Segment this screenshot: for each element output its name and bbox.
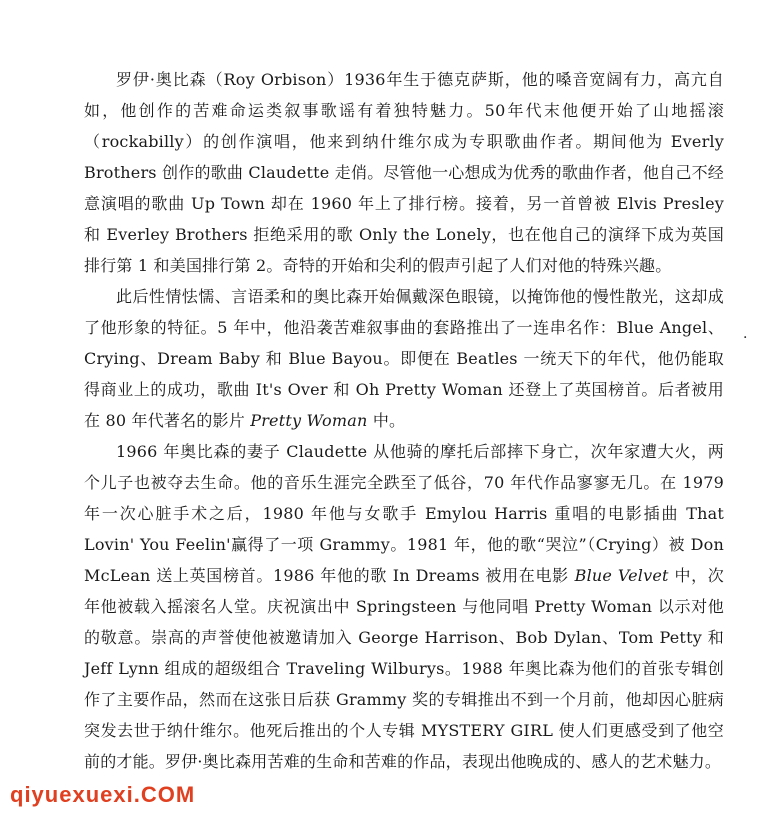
paragraph-2-text-b: 中。 <box>372 411 406 430</box>
paragraph-3-text-a: 1966 年奥比森的妻子 Claudette 从他骑的摩托后部摔下身亡，次年家遭大火，两个儿子也被夺去生命。他的音乐生涯完全跌至了低谷，70 年代作品寥寥无几。在 1979 年一次心脏手术之后，1980 年他与女歌手 Emylou Harris 重唱的电影插曲 That Lovin' You Feelin'赢得了一项 Grammy。1981 年，他的歌“哭泣”（Crying）被 Don McLean 送上英国榜首。1986 年他的歌 In Dreams 被用在电影 <box>84 442 724 585</box>
paragraph-2 <box>84 281 724 436</box>
paragraph-3-text-b: 中，次年他被载入摇滚名人堂。庆祝演出中 Springsteen 与他同唱 Pretty Woman 以示对他的敬意。崇高的声誉使他被邀请加入 George Harrison、Bob Dylan、Tom Petty 和 Jeff Lynn 组成的超级组合 Traveling Wilburys。1988 年奥比森为他们的首张专辑创作了主要作品，然而在这张日后获 Grammy 奖的专辑推出不到一个月前，他却因心脏病突发去世于纳什维尔。他死后推出的个人专辑 MYSTERY GIRL 使人们更感受到了他空前的才能。罗伊·奥比森用苦难的生命和苦难的作品，表现出他晚成的、感人的艺术魅力。 <box>84 566 725 771</box>
site-watermark: qiyuexuexi.COM <box>10 782 196 807</box>
margin-dot: · <box>743 330 748 346</box>
paragraph-2-text-a: 此后性情怯懦、言语柔和的奥比森开始佩戴深色眼镜，以掩饰他的慢性散光，这却成了他形象的特征。5 年中，他沿袭苦难叙事曲的套路推出了一连串名作：Blue Angel、Crying、Dream Baby 和 Blue Bayou。即便在 Beatles 一统天下的年代，他仍能取得商业上的成功，歌曲 It's Over 和 Oh Pretty Woman 还登上了英国榜首。后者被用在 80 年代著名的影片 <box>84 287 724 430</box>
paragraph-2-film-title: Pretty Woman <box>250 411 368 430</box>
paragraph-3 <box>84 436 724 777</box>
article-body <box>84 64 724 777</box>
paragraph-1-text: 罗伊·奥比森（Roy Orbison）1936年生于德克萨斯，他的嗓音宽阔有力，高亢自如，他创作的苦难命运类叙事歌谣有着独特魅力。50年代末他便开始了山地摇滚（rockabilly）的创作演唱，他来到纳什维尔成为专职歌曲作者。期间他为 Everly Brothers 创作的歌曲 Claudette 走俏。尽管他一心想成为优秀的歌曲作者，他自己不经意演唱的歌曲 Up Town 却在 1960 年上了排行榜。接着，另一首曾被 Elvis Presley 和 Everley Brothers 拒绝采用的歌 Only the Lonely，也在他自己的演绎下成为英国排行第 1 和美国排行第 2。奇特的开始和尖利的假声引起了人们对他的特殊兴趣。 <box>84 70 724 275</box>
paragraph-3-film-title: Blue Velvet <box>574 566 669 585</box>
paragraph-1 <box>84 64 724 281</box>
